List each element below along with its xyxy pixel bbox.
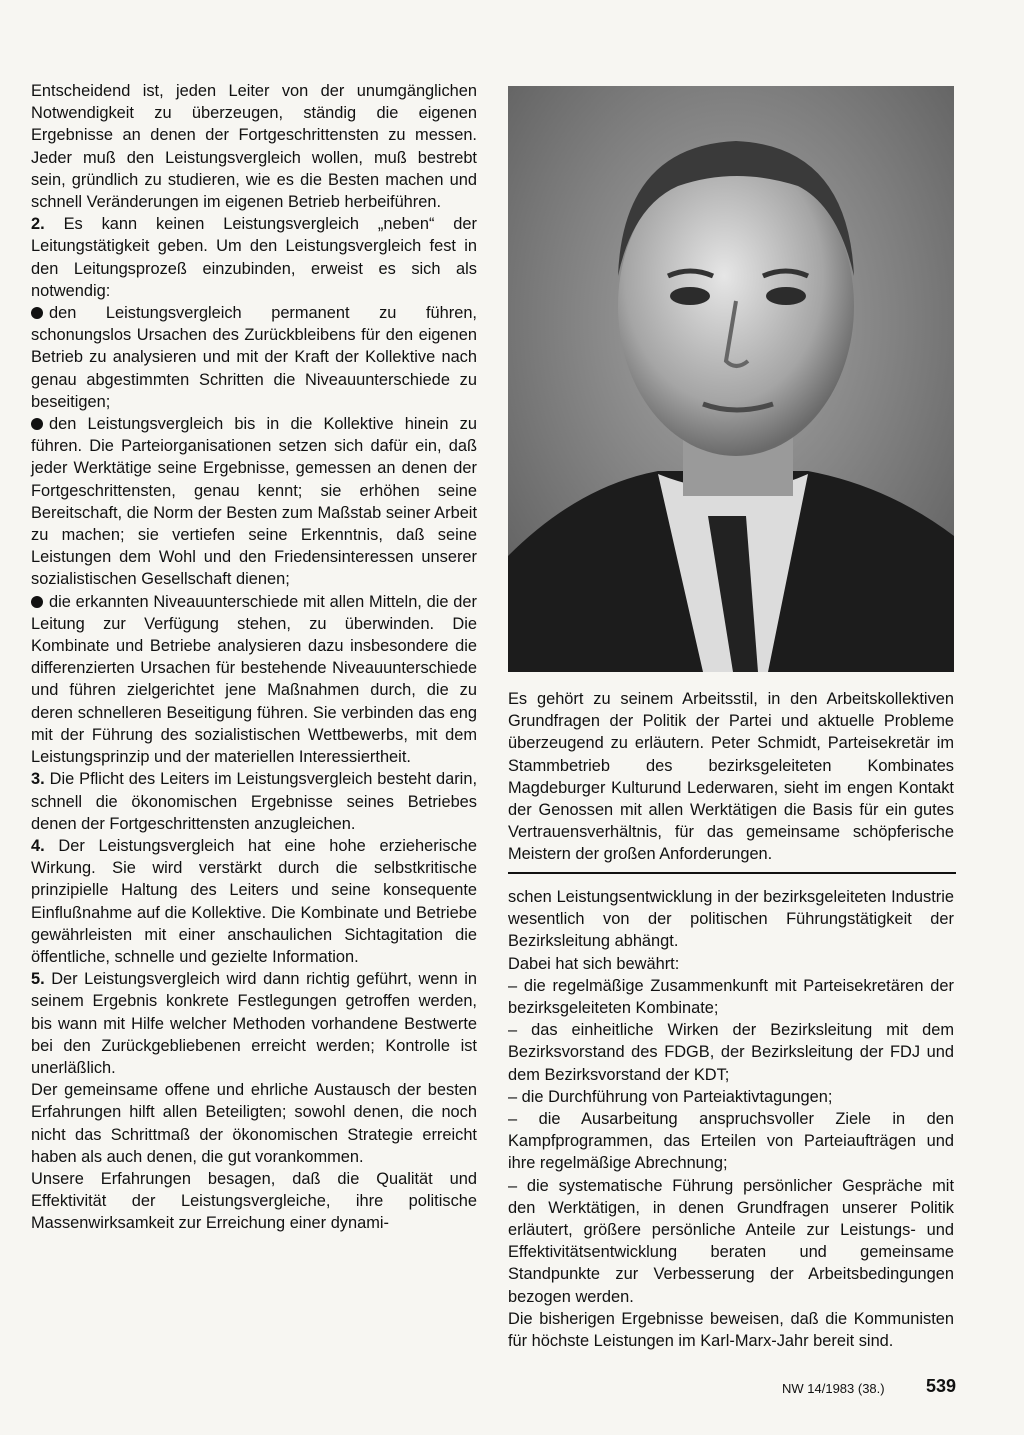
section-number: 3. <box>31 770 45 789</box>
paragraph-text: Es kann keinen Leistungsvergleich „neben“ der Leitungstätigkeit geben. Um den Leistungsvergleich fest in den Leitungsprozeß einzubinden, erweist es sich als notwendig: <box>31 215 477 300</box>
paragraph <box>31 768 477 835</box>
paragraph <box>31 1168 477 1235</box>
issue-number: NW 14/1983 (38.) <box>782 1381 885 1396</box>
paragraph: – die systematische Führung persönlicher Gespräche mit den Werktätigen, in denen Grundfragen unserer Politik erläutert, größere persönliche Anteile zur Leistungs- und Effektivitätsentwicklung beraten und gemeinsame Standpunkte zur Verbesserung der Arbeitsbedingungen bezogen werden. <box>508 1176 954 1306</box>
paragraph-text: Der Leistungsvergleich wird dann richtig geführt, wenn in seinem Ergebnis konkrete Festlegungen getroffen werden, bis wann mit Hilfe welcher Methoden vorhandene Bestwerte bei den Zurückgebliebenen erreicht werden; Kontrolle ist unerläßlich. <box>31 970 477 1077</box>
bullet-icon <box>31 418 43 430</box>
paragraph-text: Entscheidend ist, jeden Leiter von der unumgänglichen Notwendigkeit zu überzeugen, ständig die eigenen Ergebnisse an denen der Fortgeschrittensten zu messen. Jeder muß den Leistungsvergleich wollen, muß bestrebt sein, gründlich zu studieren, wie es die Besten machen und schnell Veränderungen im eigenen Betrieb herbeiführen. <box>31 82 477 212</box>
section-number: 4. <box>31 836 45 855</box>
paragraph: – das einheitliche Wirken der Bezirksleitung mit dem Bezirksvorstand des FDGB, der Bezirksleitung der FDJ und dem Bezirksvorstand der KDT; <box>508 1021 954 1084</box>
paragraph: – die Durchführung von Parteiaktivtagungen; <box>508 1087 833 1106</box>
paragraph <box>31 968 477 1079</box>
caption-text: Es gehört zu seinem Arbeitsstil, in den Arbeitskollektiven Grundfragen der Politik der Partei und aktuelle Probleme überzeugend zu erläutern. Peter Schmidt, Parteisekretär im Stammbetrieb des bezirksgeleiteten Kombinates Magdeburger Kulturund Lederwaren, sieht im engen Kontakt der Genossen mit allen Werktätigen die Basis für ein gutes Vertrauensverhältnis, für das gemeinsame schöpferische Meistern der großen Anforderungen. <box>508 690 954 864</box>
paragraph: – die Ausarbeitung anspruchsvoller Ziele in den Kampfprogrammen, das Erteilen von Parteiaufträgen und ihre regelmäßige Abrechnung; <box>508 1110 954 1173</box>
bullet-icon <box>31 307 43 319</box>
left-column <box>31 80 477 1235</box>
paragraph <box>31 302 477 413</box>
paragraph: Dabei hat sich bewährt: <box>508 954 680 973</box>
paragraph <box>31 591 477 769</box>
portrait-illustration <box>508 86 954 672</box>
paragraph-text: den Leistungsvergleich bis in die Kollektive hinein zu führen. Die Parteiorganisationen setzen sich dafür ein, daß jeder Werktätige seine Ergebnisse, gemessen an denen der Fortgeschrittensten, genau kennt; sie erhöhen seine Bereitschaft, die Norm der Besten zum Maßstab seiner Arbeit zu machen; sie vertiefen seine Erkenntnis, daß seine Leistungen dem Wohl und den Friedensinteressen unserer sozialistischen Gesellschaft dienen; <box>31 415 477 589</box>
page-number: 539 <box>926 1376 957 1396</box>
paragraph: – die regelmäßige Zusammenkunft mit Parteisekretären der bezirksgeleiteten Kombinate; <box>508 976 954 1018</box>
portrait-photo <box>508 86 954 672</box>
bullet-icon <box>31 596 43 608</box>
paragraph: Die bisherigen Ergebnisse beweisen, daß die Kommunisten für höchste Leistungen im Karl-Marx-Jahr bereit sind. <box>508 1309 954 1351</box>
paragraph <box>31 413 477 591</box>
paragraph-text: den Leistungsvergleich permanent zu führen, schonungslos Ursachen des Zurückbleibens für den eigenen Betrieb zu analysieren und mit der Kraft der Kollektive nach genau abgestimmten Schritten die Niveauunterschiede zu beseitigen; <box>31 304 477 411</box>
paragraph-text: die erkannten Niveauunterschiede mit allen Mitteln, die der Leitung zur Verfügung stehen, zu überwinden. Die Kombinate und Betriebe analysieren dazu insbesondere die differenzierten Ursachen für bestehende Niveauunterschiede und führen zielgerichtet jene Maßnahmen durch, die zu deren schnelleren Beseitigung führen. Sie verbinden das eng mit der Führung des sozialistischen Wettbewerbs, mit dem Leistungsprinzip und der materiellen Interessiertheit. <box>31 592 477 767</box>
paragraph <box>31 835 477 968</box>
paragraph <box>31 213 477 302</box>
paragraph-text: Der gemeinsame offene und ehrliche Austausch der besten Erfahrungen hilft allen Beteiligten; sowohl denen, die noch nicht das Schrittmaß der ökonomischen Strategie erreicht haben als auch denen, die gut vorankommen. <box>31 1081 477 1166</box>
paragraph <box>31 1079 477 1168</box>
photo-caption <box>508 688 954 866</box>
right-column <box>508 886 954 1352</box>
paragraph-text: Die Pflicht des Leiters im Leistungsvergleich besteht darin, schnell die ökonomischen Ergebnisse seines Betriebes denen der Fortgeschrittensten anzugleichen. <box>31 770 477 833</box>
section-number: 2. <box>31 215 45 234</box>
divider <box>508 872 956 874</box>
paragraph-text: Der Leistungsvergleich hat eine hohe erzieherische Wirkung. Sie wird verstärkt durch die selbstkritische prinzipielle Haltung des Leiters und seine konsequente Einflußnahme auf die Kollektive. Die Kombinate und Betriebe gewährleisten mit einer anschaulichen Sichtagitation die öffentliche, schnelle und gezielte Information. <box>31 836 477 966</box>
paragraph: schen Leistungsentwicklung in der bezirksgeleiteten Industrie wesentlich von der politischen Führungstätigkeit der Bezirksleitung abhängt. <box>508 888 954 951</box>
section-number: 5. <box>31 970 45 989</box>
paragraph <box>31 80 477 213</box>
paragraph-text: Unsere Erfahrungen besagen, daß die Qualität und Effektivität der Leistungsvergleiche, ihre politische Massenwirksamkeit zur Erreichung einer dynami- <box>31 1169 477 1233</box>
